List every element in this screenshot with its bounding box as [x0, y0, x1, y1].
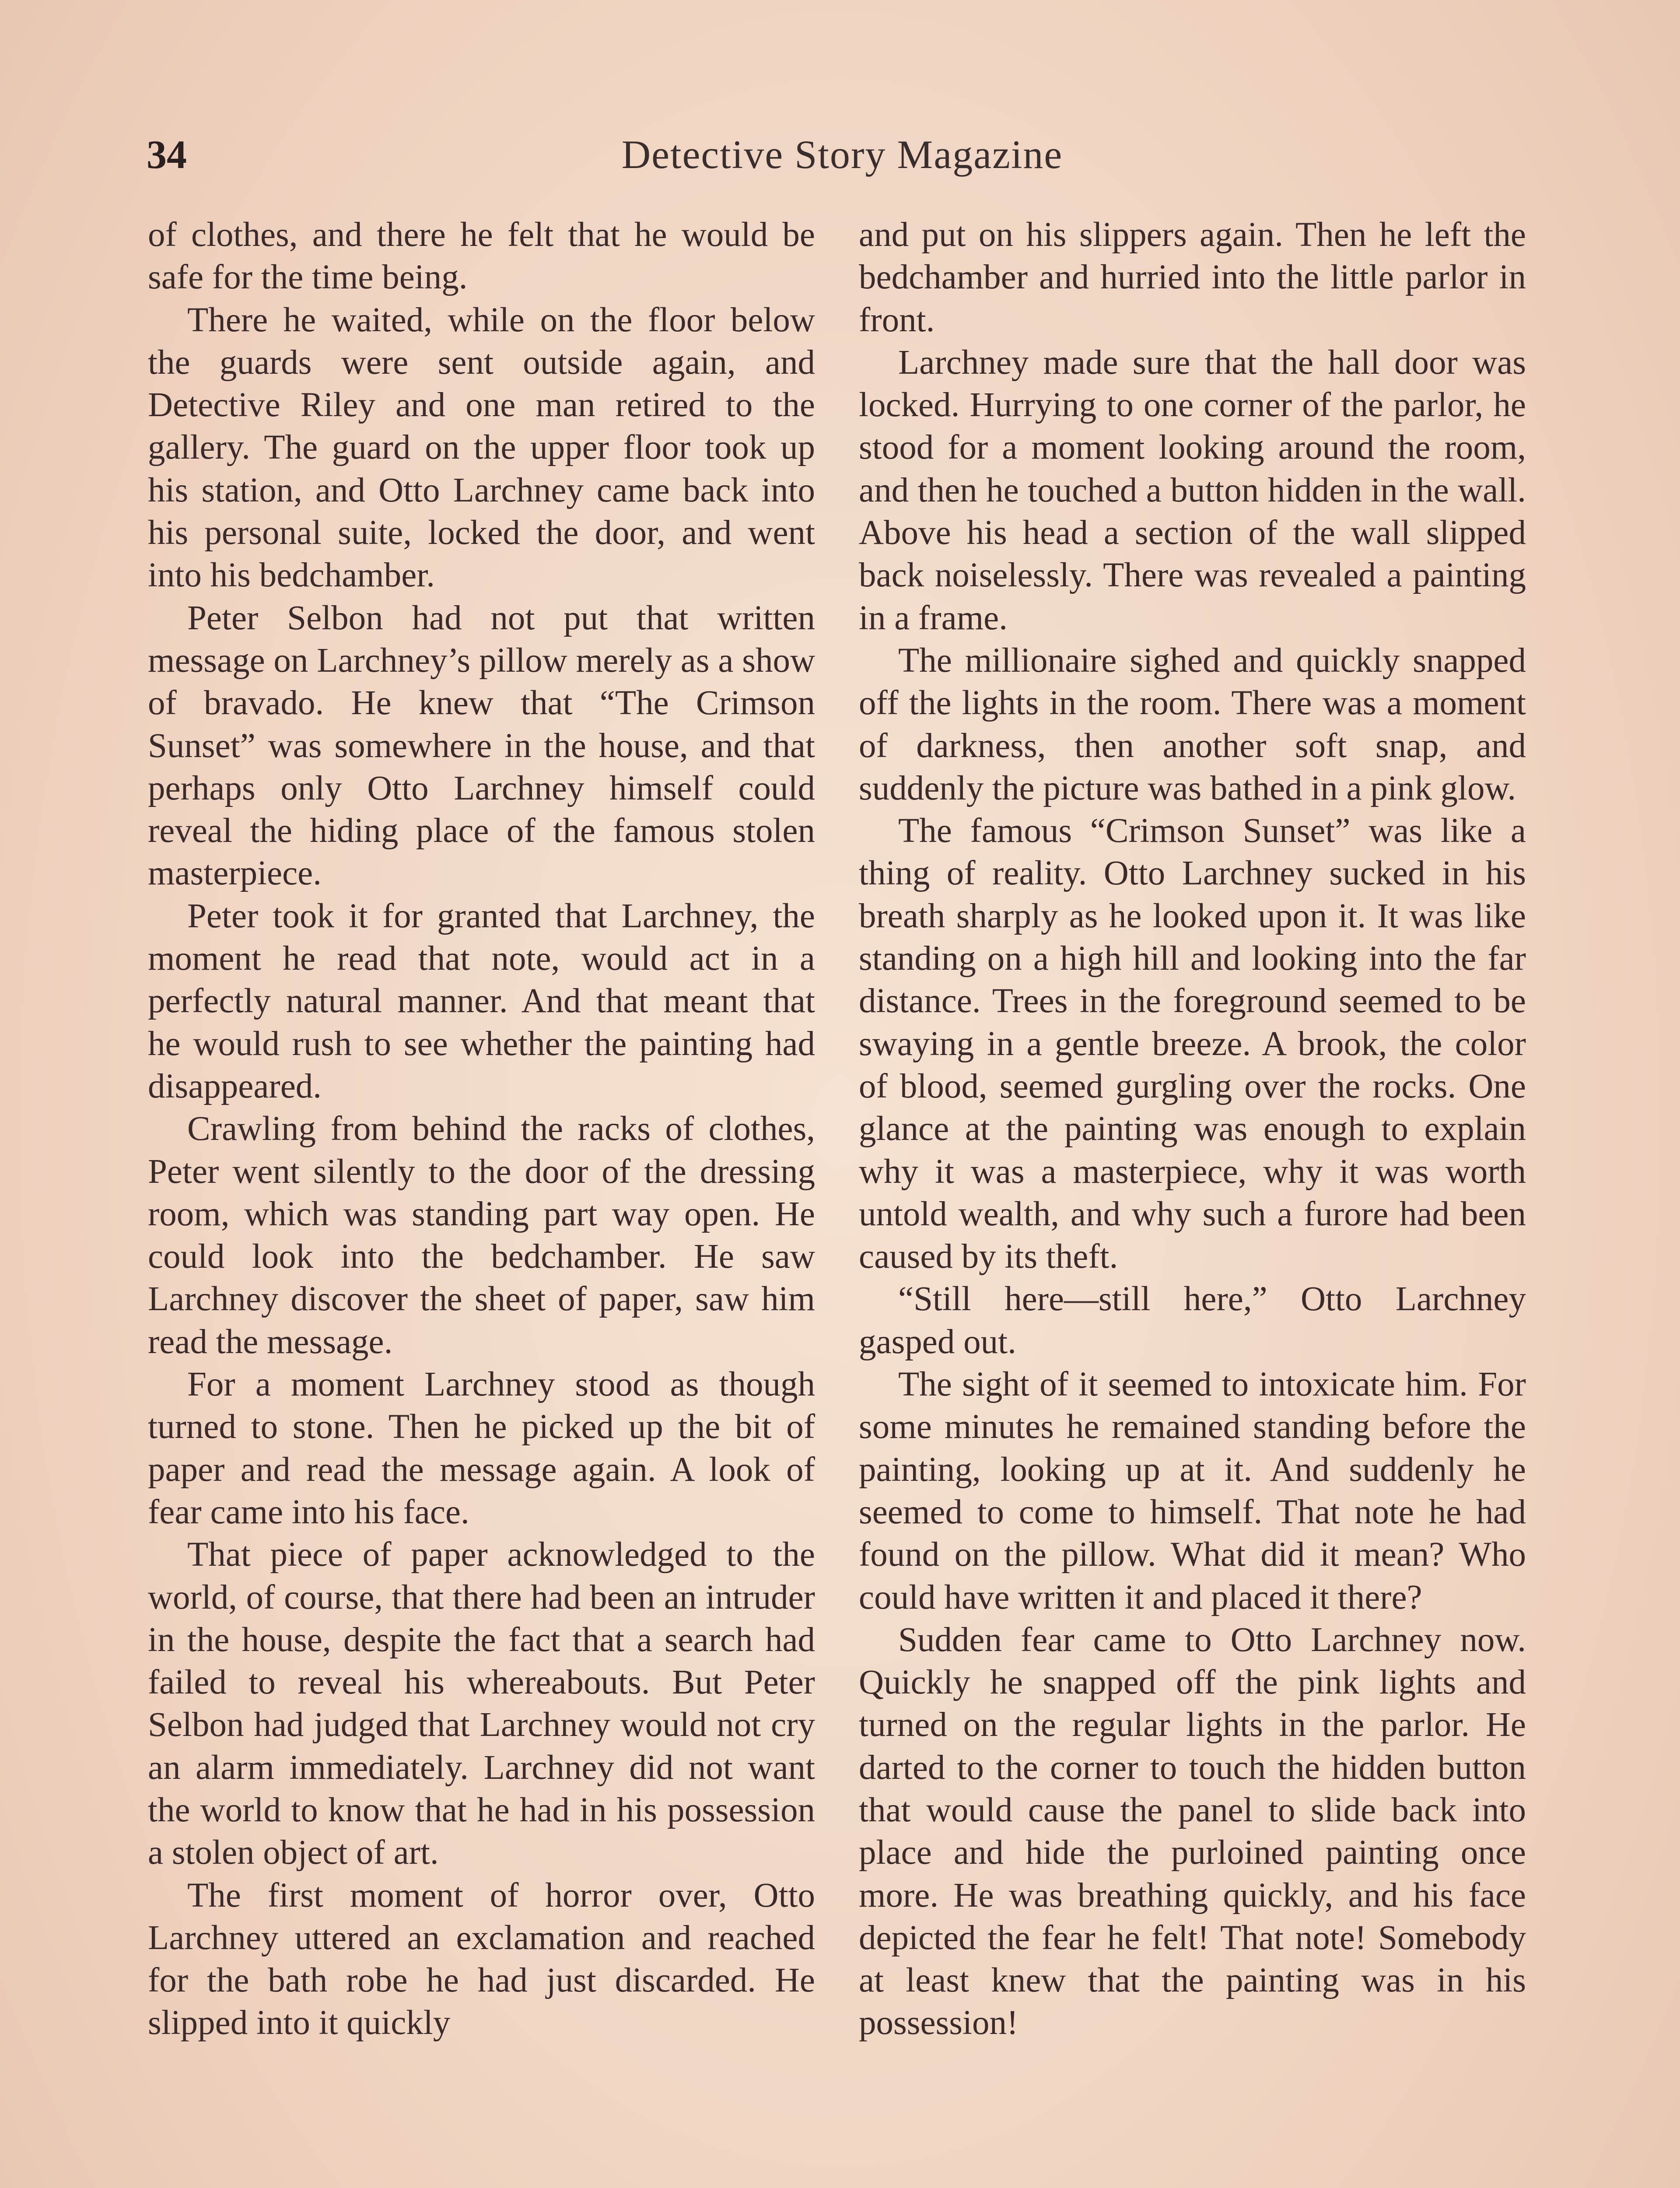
paragraph: There he waited, while on the floor below the guards were sent outside again, and Detective Riley and one man retired to the gallery. The guard on the upper floor took up his station, and Otto Larchney came back into his personal suite, locked the door, and went into his bedchamber.	[148, 301, 815, 595]
right-column	[859, 214, 1526, 2044]
paragraph: The famous “Crimson Sunset” was like a thing of reality. Otto Larchney sucked in his breath sharply as he looked upon it. It was like standing on a high hill and looking into the far distance. Trees in the foreground seemed to be swaying in a gentle breeze. A brook, the color of blood, seemed gurgling over the rocks. One glance at the painting was enough to explain why it was a masterpiece, why it was worth untold wealth, and why such a furore had been caused by its theft.	[859, 812, 1526, 1276]
paragraph: Crawling from behind the racks of clothes, Peter went silently to the door of the dressing room, which was standing part way open. He could look into the bedchamber. He saw Larchney discover the sheet of paper, saw him read the message.	[148, 1110, 815, 1361]
paragraph: of clothes, and there he felt that he would be safe for the time being.	[148, 216, 815, 297]
paragraph: Sudden fear came to Otto Larchney now. Quickly he snapped off the pink lights and turned on the regular lights in the parlor. He darted to the corner to touch the hidden button that would cause the panel to slide back into place and hide the purloined painting once more. He was breathing quickly, and his face depicted the fear he felt! That note! Somebody at least knew that the painting was in his possession!	[859, 1620, 1526, 2042]
running-title: Detective Story Magazine	[621, 132, 1063, 177]
paragraph: For a moment Larchney stood as though turned to stone. Then he picked up the bit of paper and read the message again. A look of fear came into his face.	[148, 1365, 815, 1531]
left-column	[148, 214, 815, 2044]
paragraph: and put on his slippers again. Then he left the bedchamber and hurried into the little parlor in front.	[859, 216, 1526, 339]
page-number: 34	[147, 132, 187, 177]
page-header	[147, 131, 1538, 184]
paragraph: Larchney made sure that the hall door was locked. Hurrying to one corner of the parlor, he stood for a moment looking around the room, and then he touched a button hidden in the wall. Above his head a section of the wall slipped back noiselessly. There was revealed a painting in a frame.	[859, 343, 1526, 637]
paragraph: That piece of paper acknowledged to the world, of course, that there had been an intruder in the house, despite the fact that a search had failed to reveal his whereabouts. But Peter Selbon had judged that Larchney would not cry an alarm immediately. Larchney did not want the world to know that he had in his possession a stolen object of art.	[148, 1536, 815, 1872]
paragraph: The sight of it seemed to intoxicate him. For some minutes he remained standing before the painting, looking up at it. And suddenly he seemed to come to himself. That note he had found on the pillow. What did it mean? Who could have written it and placed it there?	[859, 1365, 1526, 1616]
paragraph: “Still here—still here,” Otto Larchney gasped out.	[859, 1280, 1526, 1361]
paragraph: The millionaire sighed and quickly snapped off the lights in the room. There was a moment of darkness, then another soft snap, and suddenly the picture was bathed in a pink glow.	[859, 641, 1526, 807]
paragraph: Peter took it for granted that Larchney, the moment he read that note, would act in a perfectly natural manner. And that meant that he would rush to see whether the painting had disappeared.	[148, 897, 815, 1105]
paragraph: The first moment of horror over, Otto Larchney uttered an exclamation and reached for the bath robe he had just discarded. He slipped into it quickly	[148, 1876, 815, 2042]
paragraph: Peter Selbon had not put that written message on Larchney’s pillow merely as a show of bravado. He knew that “The Crimson Sunset” was somewhere in the house, and that perhaps only Otto Larchney himself could reveal the hiding place of the famous stolen masterpiece.	[148, 599, 815, 893]
